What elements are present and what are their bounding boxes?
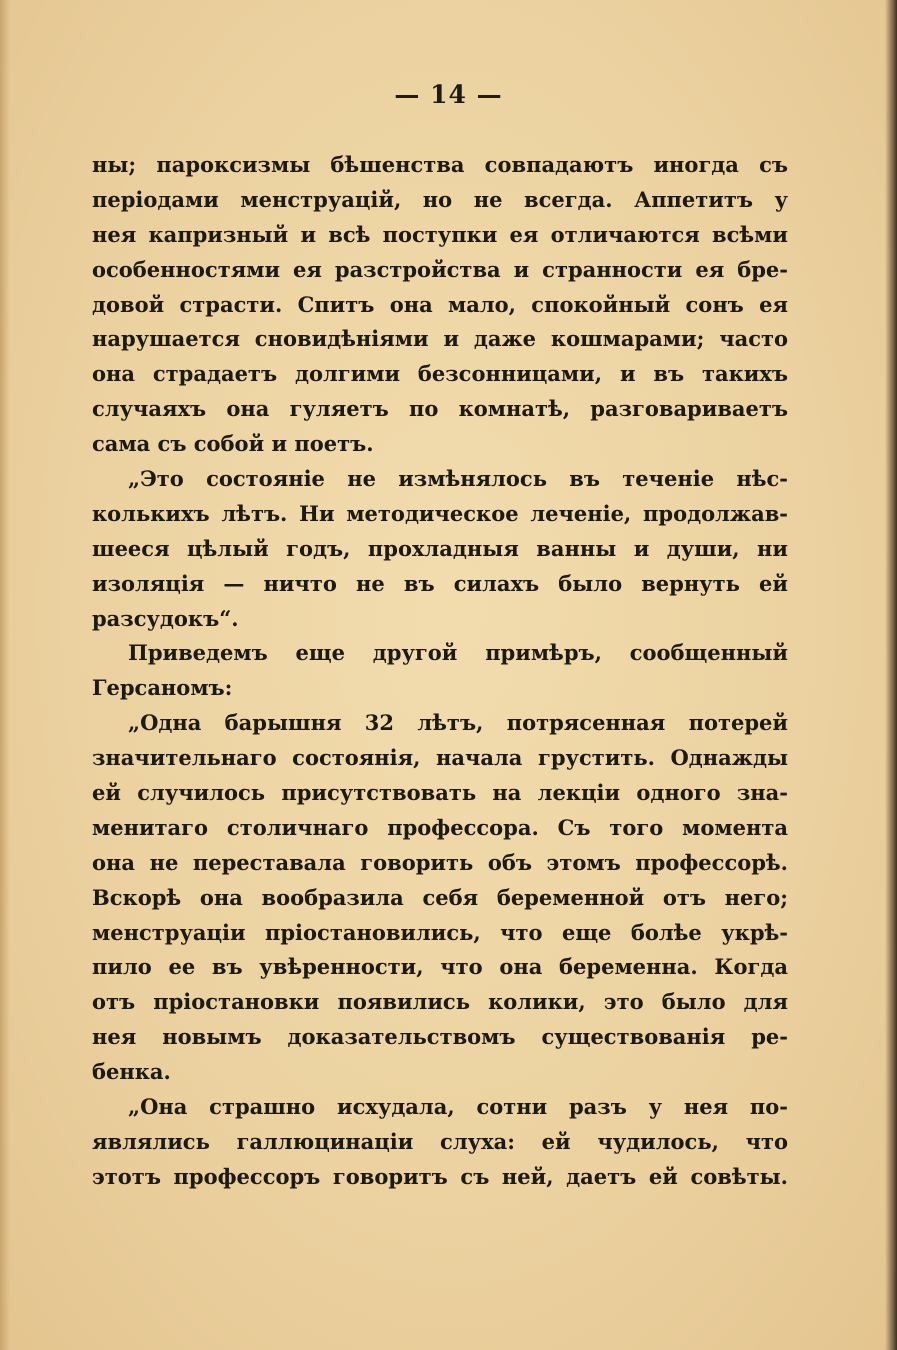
text-line: „Одна барышня 32 лѣтъ, потрясенная потерей [128, 710, 788, 736]
text-line: менструаціи пріостановились, что еще болѣе укрѣ- [92, 919, 788, 945]
page-number: — 14 — [394, 80, 503, 109]
text-line: колькихъ лѣтъ. Ни методическое леченіе, продолжав- [92, 500, 788, 526]
text-line: она страдаетъ долгими безсонницами, и въ такихъ [92, 361, 788, 387]
text-line: бенка. [92, 1059, 171, 1085]
text-line: нея капризный и всѣ поступки ея отличаются всѣми [92, 221, 788, 247]
text-line: сама съ собой и поетъ. [92, 431, 374, 457]
text-line: отъ пріостановки появились колики, это было для [92, 989, 788, 1015]
text-line: являлись галлюцинаціи слуха: ей чудилось, что [92, 1128, 788, 1154]
body-text [92, 148, 788, 1195]
text-line: нарушается сновидѣніями и даже кошмарами; часто [92, 326, 788, 352]
text-line: „Она страшно исхудала, сотни разъ у нея по- [128, 1094, 788, 1120]
text-line: изоляція — ничто не въ силахъ было вернуть ей [92, 570, 788, 596]
text-line: Герсаномъ: [92, 675, 233, 701]
text-line: случаяхъ она гуляетъ по комнатѣ, разговариваетъ [92, 396, 788, 422]
page-left-shadow [0, 0, 10, 1350]
text-line: особенностями ея разстройства и странности ея бре- [92, 256, 788, 282]
text-line: ей случилось присутствовать на лекціи одного зна- [92, 780, 788, 806]
text-line: она не переставала говорить объ этомъ профессорѣ. [92, 849, 788, 875]
text-line: менитаго столичнаго профессора. Съ того момента [92, 814, 788, 840]
text-line: разсудокъ“. [92, 605, 239, 631]
text-line: этотъ профессоръ говоритъ съ ней, даетъ ей совѣты. [92, 1163, 788, 1189]
page-right-gutter [885, 0, 897, 1350]
text-line: ны; пароксизмы бѣшенства совпадаютъ иногда съ [92, 152, 788, 177]
text-line: довой страсти. Спитъ она мало, спокойный сонъ ея [92, 291, 788, 317]
text-line: періодами менструацій, но не всегда. Аппетитъ у [92, 186, 788, 212]
text-line: „Это состояніе не измѣнялось въ теченіе нѣс- [128, 466, 788, 492]
text-line: шееся цѣлый годъ, прохладныя ванны и души, ни [92, 535, 788, 561]
text-line: значительнаго состоянія, начала грустить. Однажды [92, 745, 788, 771]
text-line: Приведемъ еще другой примѣръ, сообщенный [128, 640, 788, 666]
text-line: Вскорѣ она вообразила себя беременной отъ него; [92, 884, 788, 910]
text-line: нея новымъ доказательствомъ существованія ре- [92, 1024, 788, 1050]
text-line: пило ее въ увѣренности, что она беременна. Когда [92, 954, 788, 980]
